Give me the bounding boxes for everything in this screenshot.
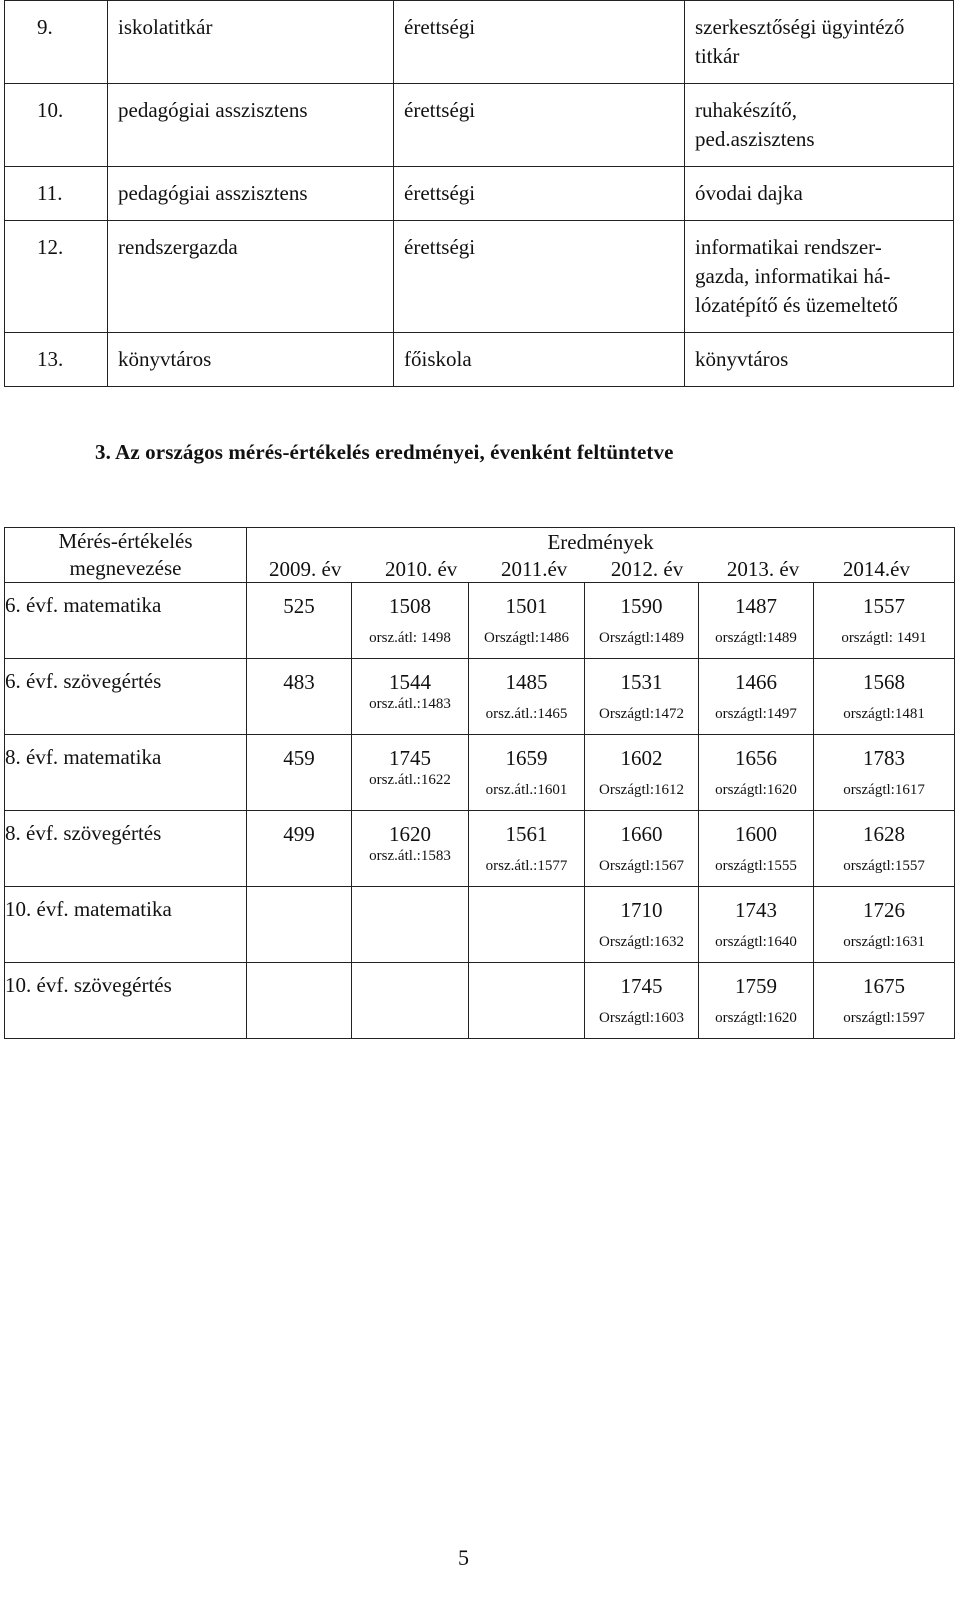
result-cell-2013 (699, 811, 814, 887)
education-cell: érettségi (394, 84, 685, 167)
score-value: 1600 (735, 822, 777, 846)
result-cell-2010 (352, 963, 469, 1039)
score-value: 1656 (735, 746, 777, 770)
result-cell-2012 (585, 811, 699, 887)
score-value: 1759 (735, 974, 777, 998)
national-average: országtl:1481 (843, 706, 925, 722)
role-cell: pedagógiai asszisztens (108, 167, 394, 221)
header-measurement-name (5, 528, 247, 583)
table-row (5, 583, 955, 659)
national-average: Országtl:1632 (599, 934, 684, 950)
national-average: orsz.átl.:1577 (485, 858, 568, 874)
row-number: 9. (5, 1, 108, 84)
result-cell-2011 (469, 659, 585, 735)
national-average: orsz.átl.:1601 (485, 782, 568, 798)
score-value: 1726 (863, 898, 906, 922)
score-value: 1557 (863, 594, 906, 618)
result-cell-2010 (352, 811, 469, 887)
result-cell-2014 (814, 887, 955, 963)
staff-table (4, 0, 954, 387)
qualification-cell (685, 221, 954, 333)
score-value: 1710 (620, 898, 663, 922)
score-value: 1675 (863, 974, 906, 998)
national-average: országtl:1555 (715, 858, 797, 874)
role-cell: könyvtáros (108, 333, 394, 387)
qualification-cell (685, 167, 954, 221)
qualification-line: szerkesztőségi ügyintéző (695, 15, 905, 39)
qualification-line: könyvtáros (695, 347, 789, 371)
result-cell-2010 (352, 583, 469, 659)
score-value: 1743 (735, 898, 777, 922)
national-average: orsz.átl.:1483 (369, 696, 451, 712)
qualification-line: lózatépítő és üzemeltető (695, 293, 898, 317)
qualification-cell (685, 84, 954, 167)
result-cell-2013 (699, 735, 814, 811)
result-cell-2013 (699, 963, 814, 1039)
table-row (5, 963, 955, 1039)
row-number: 13. (5, 333, 108, 387)
national-average: Országtl:1472 (599, 706, 684, 722)
score-value: 1561 (505, 822, 548, 846)
result-cell-2010 (352, 735, 469, 811)
score-value: 1531 (620, 670, 663, 694)
national-average: országtl:1631 (843, 934, 925, 950)
national-average: orsz.átl.:1465 (485, 706, 568, 722)
national-average: orsz.átl.:1583 (369, 848, 451, 864)
measurement-name: 10. évf. matematika (5, 887, 247, 963)
score-value: 1628 (863, 822, 906, 846)
section-heading: 3. Az országos mérés-értékelés eredményei, évenként feltüntetve (95, 440, 674, 464)
qualification-line: ruhakészítő, (695, 98, 798, 122)
score-value: 1487 (735, 594, 777, 618)
qualification-cell (685, 333, 954, 387)
score-value: 1660 (620, 822, 663, 846)
table-row (5, 1, 954, 84)
result-cell-2009 (247, 887, 352, 963)
measurement-name: 6. évf. matematika (5, 583, 247, 659)
results-table (4, 527, 955, 1039)
score-value: 1501 (505, 594, 548, 618)
result-cell-2009 (247, 811, 352, 887)
results-body (5, 583, 955, 1039)
result-cell-2011 (469, 583, 585, 659)
header-results (247, 528, 955, 583)
row-number: 12. (5, 221, 108, 333)
result-cell-2013 (699, 887, 814, 963)
national-average: országtl:1620 (715, 1010, 797, 1026)
national-average: Országtl:1603 (599, 1010, 684, 1026)
result-cell-2009 (247, 659, 352, 735)
row-number: 10. (5, 84, 108, 167)
score-value: 1590 (620, 594, 663, 618)
year-label: 2014.év (842, 556, 910, 581)
result-cell-2012 (585, 735, 699, 811)
measurement-name: 8. évf. matematika (5, 735, 247, 811)
score-value: 459 (283, 746, 315, 770)
year-label: 2011.év (500, 556, 568, 581)
score-value: 1485 (505, 670, 548, 694)
row-number: 11. (5, 167, 108, 221)
score-value: 1466 (735, 670, 777, 694)
year-label: 2012. év (610, 556, 684, 581)
national-average: Országtl:1486 (484, 630, 569, 646)
qualification-line: óvodai dajka (695, 181, 803, 205)
score-value: 525 (283, 594, 315, 618)
result-cell-2012 (585, 583, 699, 659)
qualification-line: informatikai rendszer- (695, 235, 882, 259)
year-label: 2009. év (269, 556, 342, 581)
education-cell: főiskola (394, 333, 685, 387)
measurement-name: 8. évf. szövegértés (5, 811, 247, 887)
table-row (5, 84, 954, 167)
qualification-line: gazda, informatikai há- (695, 264, 891, 288)
national-average: orsz.átl: 1498 (369, 630, 451, 646)
result-cell-2013 (699, 659, 814, 735)
measurement-name: 6. évf. szövegértés (5, 659, 247, 735)
education-cell: érettségi (394, 167, 685, 221)
qualification-line: titkár (695, 44, 740, 68)
score-value: 1602 (620, 746, 663, 770)
national-average: Országtl:1489 (599, 630, 684, 646)
national-average: Országtl:1612 (599, 782, 684, 798)
result-cell-2014 (814, 963, 955, 1039)
national-average: országtl:1617 (843, 782, 925, 798)
result-cell-2014 (814, 811, 955, 887)
score-value: 1568 (863, 670, 906, 694)
table-row (5, 333, 954, 387)
score-value: 1659 (505, 746, 548, 770)
score-value: 499 (283, 822, 315, 846)
result-cell-2009 (247, 583, 352, 659)
result-cell-2013 (699, 583, 814, 659)
header-row (5, 528, 955, 583)
table-row (5, 659, 955, 735)
national-average: országtl:1557 (843, 858, 925, 874)
score-value: 1620 (389, 822, 431, 846)
result-cell-2012 (585, 659, 699, 735)
score-value: 1508 (389, 594, 431, 618)
result-cell-2012 (585, 963, 699, 1039)
national-average: országtl:1489 (715, 630, 797, 646)
score-value: 1745 (620, 974, 663, 998)
year-labels (247, 557, 954, 582)
qualification-cell (685, 1, 954, 84)
national-average: országtl:1620 (715, 782, 797, 798)
role-cell: rendszergazda (108, 221, 394, 333)
qualification-line: ped.aszisztens (695, 127, 815, 151)
result-cell-2011 (469, 735, 585, 811)
score-value: 1745 (389, 746, 431, 770)
national-average: országtl:1597 (843, 1010, 925, 1026)
result-cell-2011 (469, 963, 585, 1039)
score-value: 483 (283, 670, 315, 694)
role-cell: pedagógiai asszisztens (108, 84, 394, 167)
result-cell-2012 (585, 887, 699, 963)
table-row (5, 887, 955, 963)
result-cell-2014 (814, 583, 955, 659)
national-average: Országtl:1567 (599, 858, 684, 874)
education-cell: érettségi (394, 221, 685, 333)
year-label: 2013. év (726, 556, 800, 581)
year-label: 2010. év (384, 556, 458, 581)
header-results-label: Eredmények (547, 529, 654, 554)
score-value: 1783 (863, 746, 906, 770)
measurement-name: 10. évf. szövegértés (5, 963, 247, 1039)
result-cell-2014 (814, 659, 955, 735)
result-cell-2011 (469, 887, 585, 963)
result-cell-2009 (247, 963, 352, 1039)
table-row (5, 811, 955, 887)
result-cell-2010 (352, 659, 469, 735)
result-cell-2009 (247, 735, 352, 811)
page-number: 5 (458, 1545, 469, 1570)
table-row (5, 735, 955, 811)
education-cell: érettségi (394, 1, 685, 84)
national-average: orsz.átl.:1622 (369, 772, 451, 788)
header-name-line: Mérés-értékelés (58, 529, 193, 553)
score-value: 1544 (389, 670, 431, 694)
result-cell-2014 (814, 735, 955, 811)
national-average: országtl:1640 (715, 934, 797, 950)
national-average: országtl:1497 (715, 706, 797, 722)
header-name-line: megnevezése (69, 556, 182, 580)
result-cell-2010 (352, 887, 469, 963)
table-row (5, 167, 954, 221)
role-cell: iskolatitkár (108, 1, 394, 84)
result-cell-2011 (469, 811, 585, 887)
national-average: országtl: 1491 (841, 630, 927, 646)
table-row (5, 221, 954, 333)
